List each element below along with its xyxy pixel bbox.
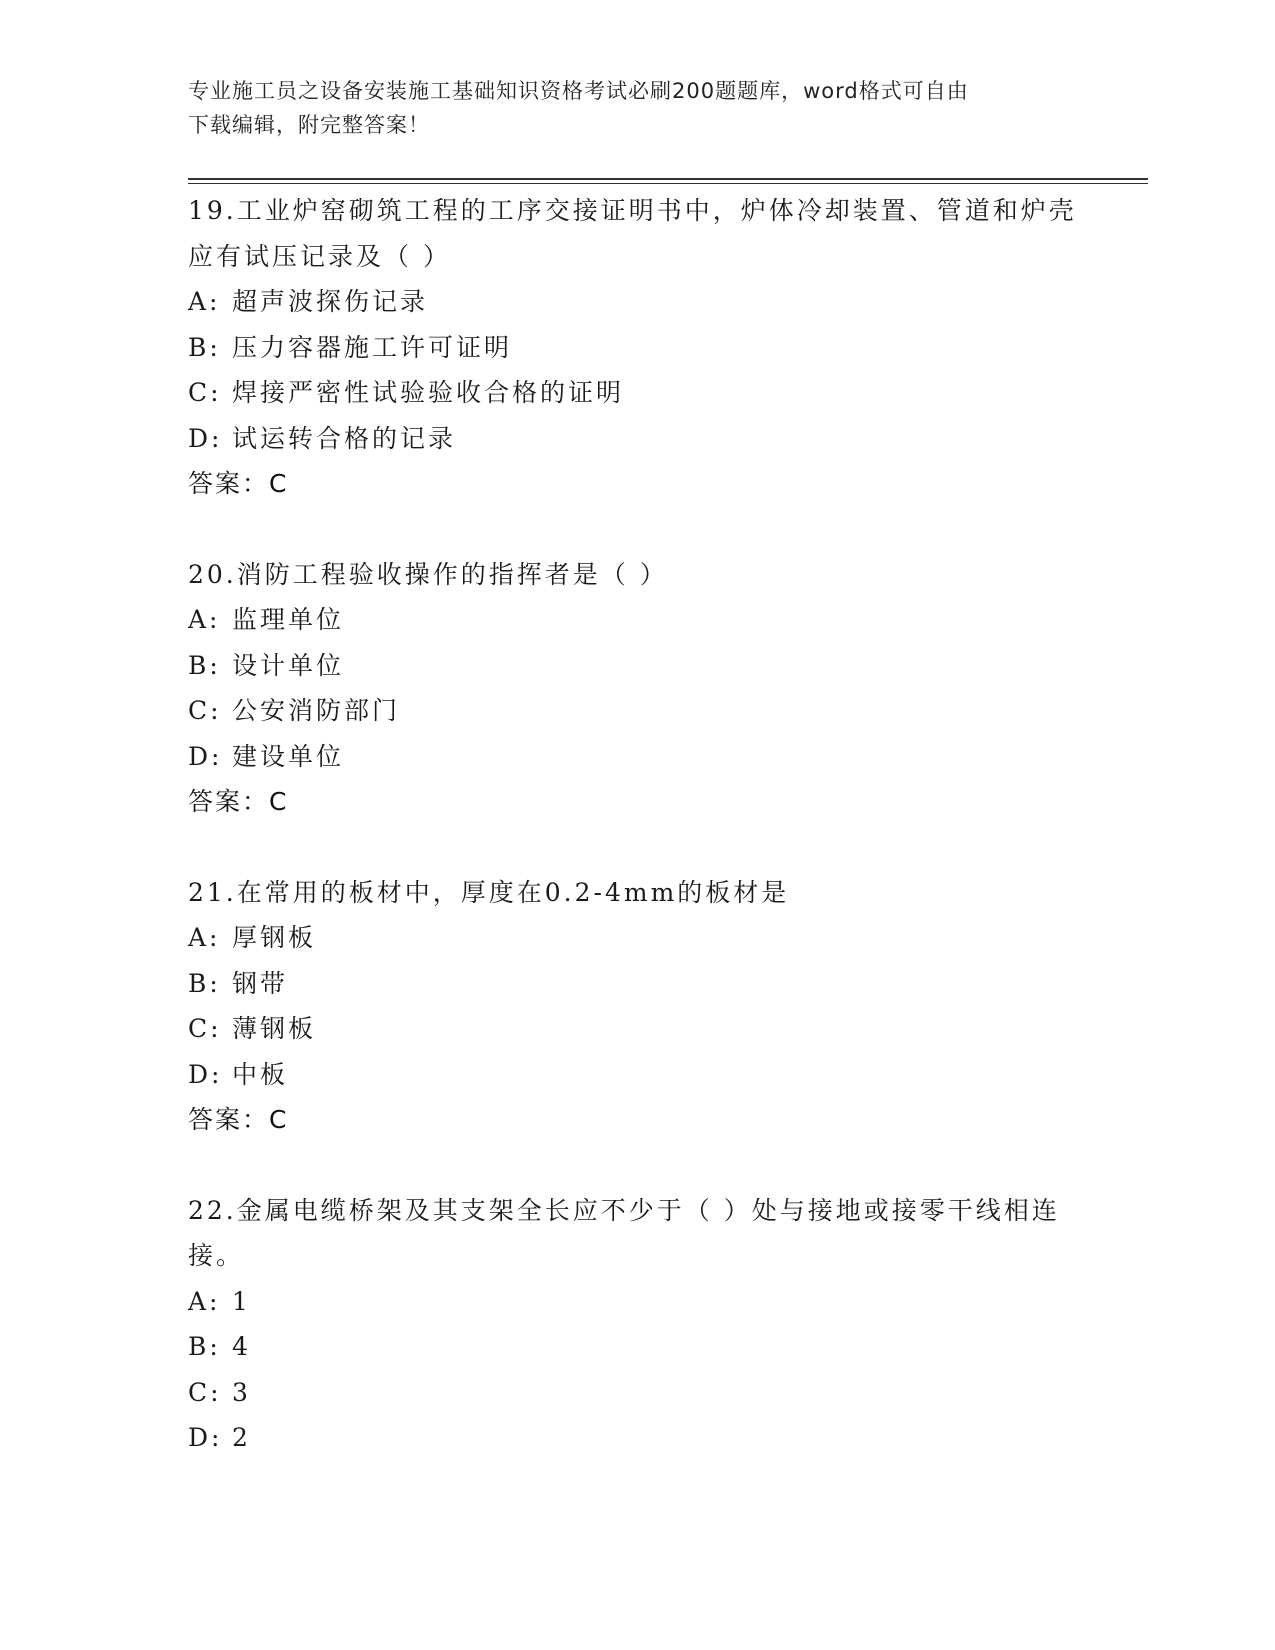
option-letter: B: xyxy=(188,332,221,362)
option-letter: C: xyxy=(188,1014,222,1043)
option-c xyxy=(188,370,1088,416)
option-a xyxy=(188,279,1088,325)
option-b xyxy=(188,961,1088,1007)
option-letter: A: xyxy=(188,605,221,634)
option-letter: A: xyxy=(188,1286,221,1316)
option-text: 薄钢板 xyxy=(232,1014,317,1043)
header-divider-thin xyxy=(188,183,1148,184)
option-text: 4 xyxy=(232,1332,251,1361)
header-line-2: 下载编辑，附完整答案！ xyxy=(188,113,430,137)
question-stem: 21.在常用的板材中，厚度在0.2-4mm的板材是 xyxy=(188,877,790,907)
option-b xyxy=(188,643,1088,689)
option-letter: B: xyxy=(188,650,221,680)
option-text: 钢带 xyxy=(232,968,289,998)
option-c xyxy=(188,1370,1088,1416)
option-text: 焊接严密性试验验收合格的证明 xyxy=(232,378,625,407)
option-text: 建设单位 xyxy=(232,741,345,771)
answer-label: 答案：C xyxy=(188,1105,289,1134)
option-c xyxy=(188,688,1088,734)
answer-label: 答案：C xyxy=(188,787,289,816)
option-a xyxy=(188,915,1088,961)
option-d xyxy=(188,1052,1088,1098)
question-19 xyxy=(188,188,1088,507)
option-letter: A: xyxy=(188,287,221,316)
option-a xyxy=(188,597,1088,643)
option-letter: C: xyxy=(188,1377,222,1407)
option-text: 超声波探伤记录 xyxy=(232,287,429,316)
question-20 xyxy=(188,552,1088,825)
option-a xyxy=(188,1279,1088,1325)
option-text: 1 xyxy=(232,1286,251,1316)
option-letter: D: xyxy=(188,741,223,771)
option-text: 试运转合格的记录 xyxy=(232,423,457,453)
question-list xyxy=(188,188,1088,1506)
option-b xyxy=(188,1324,1088,1370)
option-text: 厚钢板 xyxy=(232,923,317,952)
option-letter: D: xyxy=(188,423,223,453)
option-text: 公安消防部门 xyxy=(232,696,401,725)
header-divider-thick xyxy=(188,178,1148,180)
question-stem: 19.工业炉窑砌筑工程的工序交接证明书中，炉体冷却装置、管道和炉壳应有试压记录及（ ） xyxy=(188,196,1077,271)
option-letter: B: xyxy=(188,968,221,998)
option-text: 中板 xyxy=(232,1059,289,1089)
header-line-1: 专业施工员之设备安装施工基础知识资格考试必刷200题题库，word格式可自由 xyxy=(188,79,969,103)
option-letter: D: xyxy=(188,1423,223,1452)
option-c xyxy=(188,1006,1088,1052)
option-letter: C: xyxy=(188,378,222,407)
option-letter: A: xyxy=(188,923,221,952)
question-22 xyxy=(188,1188,1088,1461)
option-b xyxy=(188,325,1088,371)
option-text: 2 xyxy=(232,1423,251,1452)
option-letter: D: xyxy=(188,1059,223,1089)
answer-label: 答案：C xyxy=(188,469,289,498)
option-d xyxy=(188,1415,1088,1461)
question-stem: 22.金属电缆桥架及其支架全长应不少于（ ）处与接地或接零干线相连接。 xyxy=(188,1195,1060,1270)
option-letter: C: xyxy=(188,696,222,725)
option-text: 监理单位 xyxy=(232,605,345,634)
option-text: 设计单位 xyxy=(232,650,345,680)
option-d xyxy=(188,416,1088,462)
question-21 xyxy=(188,870,1088,1143)
option-d xyxy=(188,734,1088,780)
option-letter: B: xyxy=(188,1332,221,1361)
question-stem: 20.消防工程验收操作的指挥者是（ ） xyxy=(188,559,668,589)
option-text: 3 xyxy=(232,1377,251,1407)
option-text: 压力容器施工许可证明 xyxy=(232,332,513,362)
document-header xyxy=(188,74,1088,142)
